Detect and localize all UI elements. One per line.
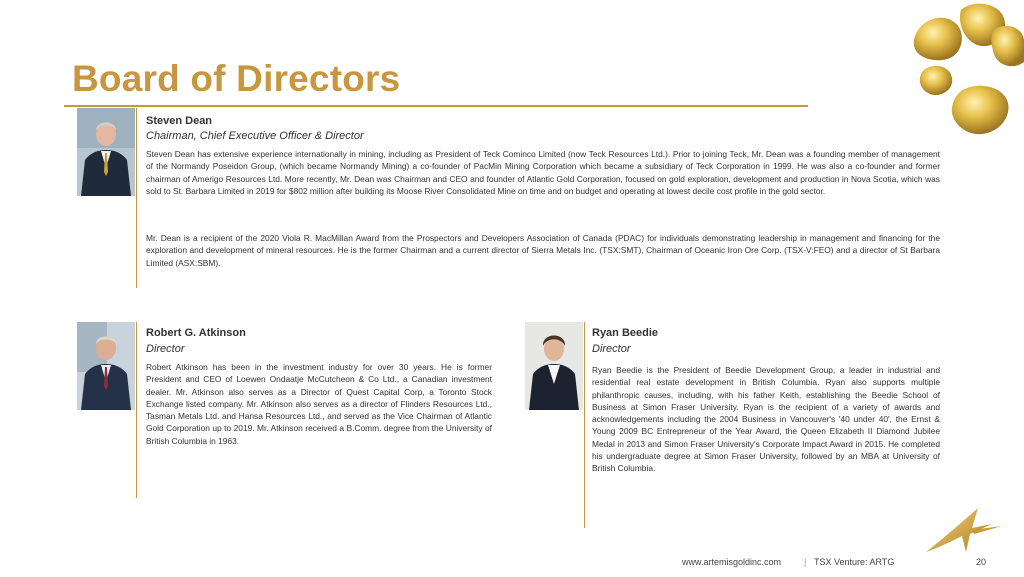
page-number: 20 bbox=[976, 557, 987, 567]
director-bio-paragraph: Steven Dean has extensive experience internationally in mining, including as President of Teck Cominco Limited (now Teck Resources Ltd.). Prior to joining Teck, Mr. Dean was a founding member of management of the Normandy Poseidon Group, (which became Normandy Mining) a co-founder of PacMin Mining Corporation which became a subsidiary of Teck Corporation in 1999. He was also a co-founder and former chairman of Amerigo Resources Ltd. More recently, Mr. Dean was Chairman and CEO and founder of Atlantic Gold Corporation, focused on gold exploration, development and production in Nova Scotia, which was sold to St. Barbara Limited in 2019 for $802 million after building its Moose River Consolidated Mine on time and on budget and operating at lowest decile cost profile in the gold sector. bbox=[146, 149, 940, 196]
director-role: Chairman, Chief Executive Officer & Director bbox=[146, 130, 364, 142]
director-name: Ryan Beedie bbox=[592, 327, 659, 339]
director-role: Director bbox=[146, 343, 185, 355]
director-bio-paragraph: Mr. Dean is a recipient of the 2020 Viola R. MacMillan Award from the Prospectors and Developers Association of Canada (PDAC) for individuals demonstrating leadership in management and financing for the exploration and development of mineral resources. He is the former Chairman and a current director of Sierra Metals Inc. (TSX:SMT), Chairman of Oceanic Iron Ore Corp. (TSX-V:FEO) and a director of St Barbara Limited (ASX:SBM). bbox=[146, 233, 940, 268]
footer-website: www.artemisgoldinc.com bbox=[682, 557, 782, 567]
director-bio: Ryan Beedie is the President of Beedie Development Group, a leader in industrial and residential real estate development in British Columbia. Ryan also supports multiple philanthropic causes, including, with his father Keith, establishing the Beedie School of Business at Simon Fraser University. Ryan is the recipient of a variety of awards and acknowledgements including the 2004 Business in Vancouver's '40 under 40', the Ernst & Young 2009 BC Entrepreneur of the Year Award, the Queen Elizabeth II Diamond Jubilee Medal in 2013 and Simon Fraser University's Corporate Impact Award in 2015. He completed his undergraduate degree at Simon Fraser University, followed by an MBA at University of British Columbia. bbox=[592, 365, 940, 474]
ryan-beedie-divider bbox=[584, 322, 585, 528]
steven-dean-divider bbox=[136, 108, 137, 288]
ryan-beedie-photo bbox=[525, 322, 583, 410]
director-name: Steven Dean bbox=[146, 115, 213, 127]
gold-nuggets-image bbox=[906, 0, 1024, 140]
director-bio: Robert Atkinson has been in the investment industry for over 30 years. He is former President and CEO of Loewen Ondaatje McCutcheon & Co Ltd., a Canadian investment dealer. Mr. Atkinson also serves as a Director of Quest Capital Corp, a Toronto Stock Exchange listed company. Mr. Atkinson also serves as a director of Flinders Resources Ltd., Tasman Metals Ltd. and Hansa Resources Ltd., and served as the Vice Chairman of Atlantic Gold Corporation up to 2019. Mr. Atkinson received a B.Comm. degree from the University of British Columbia in 1963. bbox=[146, 362, 492, 446]
robert-atkinson-divider bbox=[136, 322, 137, 498]
footer-exchange: TSX Venture: ARTG bbox=[814, 557, 895, 567]
director-name: Robert G. Atkinson bbox=[146, 327, 246, 339]
artemis-logo-icon bbox=[922, 504, 1006, 556]
robert-atkinson-photo bbox=[77, 322, 135, 410]
footer-separator: | bbox=[804, 557, 807, 567]
steven-dean-photo bbox=[77, 108, 135, 196]
page-title: Board of Directors bbox=[72, 58, 401, 99]
director-role: Director bbox=[592, 343, 631, 355]
title-divider bbox=[64, 105, 808, 107]
